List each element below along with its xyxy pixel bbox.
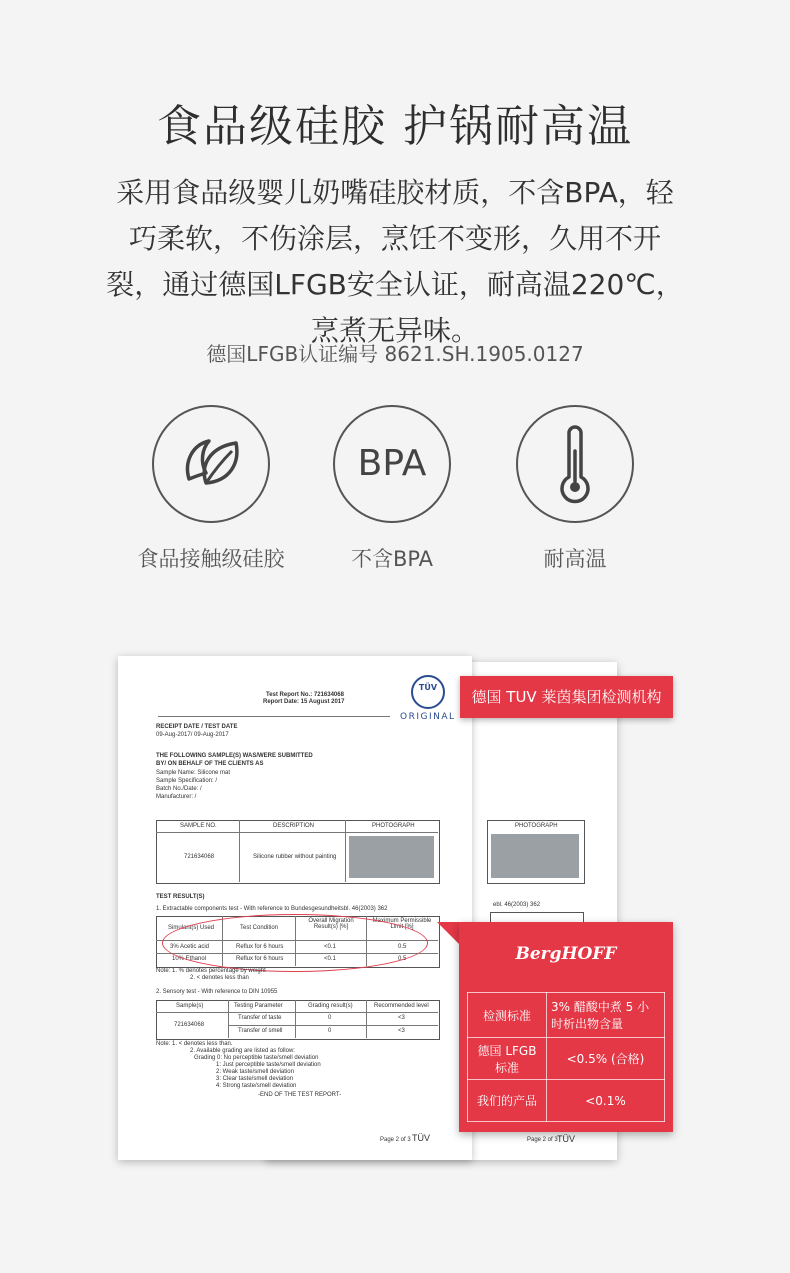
table-row — [468, 993, 665, 1038]
test-result-heading: TEST RESULT(S) — [156, 894, 205, 900]
note: 1: Just perceptible taste/smell deviation — [216, 1062, 321, 1068]
bpa-text: BPA — [357, 443, 427, 484]
description-value: Silicone rubber without painting — [253, 854, 337, 860]
t1-cell: 10% Ethanol — [172, 956, 207, 962]
panel-pointer — [437, 922, 459, 944]
table-rule — [345, 820, 346, 882]
t1-header: Maximum Permissible Limit [%] — [372, 918, 432, 930]
t2-cell: 0 — [328, 1015, 332, 1021]
t2-cell: Transfer of smell — [238, 1028, 283, 1034]
t2-header: Grading result(s) — [308, 1003, 353, 1009]
t2-header: Recommended level — [374, 1003, 429, 1009]
table-rule — [228, 1025, 438, 1026]
t2-cell: <3 — [398, 1028, 405, 1034]
desc-line: 裂，通过德国LFGB安全认证，耐高温220℃， — [106, 268, 684, 301]
divider — [158, 716, 390, 717]
batch: Batch No./Date: / — [156, 786, 202, 792]
t1-header: Test Condition — [240, 925, 279, 931]
page-number: Page 2 of 3 — [380, 1137, 411, 1143]
comparison-table — [467, 992, 665, 1122]
t2-cell: 721634068 — [174, 1022, 205, 1028]
sample-no-value: 721634068 — [184, 854, 215, 860]
table-rule — [295, 1000, 296, 1038]
receipt-label: RECEIPT DATE / TEST DATE — [156, 724, 238, 730]
note: 2. Available grading are listed as follow: — [190, 1048, 295, 1054]
original-stamp: ORIGINAL — [400, 712, 456, 722]
note: 2: Weak taste/smell deviation — [216, 1069, 294, 1075]
cert-number: 德国LFGB认证编号 8621.SH.1905.0127 — [206, 342, 584, 366]
t1-cell: 0.5 — [398, 956, 407, 962]
tuv-mark-back: TÜV — [557, 1134, 575, 1144]
t1-header: Overall Migration Result(s) [%] — [308, 918, 354, 930]
t2-cell: Transfer of taste — [238, 1015, 282, 1021]
end-of-report: -END OF THE TEST REPORT- — [258, 1092, 342, 1098]
note: Grading 0: No perceptible taste/smell deviation — [194, 1055, 319, 1061]
row-value: <0.5% (合格) — [547, 1038, 665, 1080]
table-rule — [228, 1000, 229, 1038]
report-date: Report Date: 15 August 2017 — [263, 699, 345, 705]
row-value: <0.1% — [547, 1080, 665, 1122]
t2-header: Sample(s) — [176, 1003, 204, 1009]
t1-cell: <0.1 — [324, 956, 336, 962]
feature-food-grade — [116, 405, 306, 573]
table-rule — [366, 1000, 367, 1038]
note: Note: 1. % denotes percentage by weight — [156, 968, 266, 974]
manufacturer: Manufacturer: / — [156, 794, 197, 800]
table-row — [468, 1080, 665, 1122]
feature-bpa-free — [297, 405, 487, 573]
product-photo — [349, 836, 434, 878]
test-ref-back: ebl. 46(2003) 362 — [493, 902, 541, 908]
note: 4: Strong taste/smell deviation — [216, 1083, 297, 1089]
receipt-value: 09-Aug-2017/ 09-Aug-2017 — [156, 732, 229, 738]
row-label: 检测标准 — [468, 993, 547, 1038]
t1-cell: 0.5 — [398, 944, 407, 950]
t1-header: Simulant(s) Used — [168, 925, 215, 931]
note: Note: 1. < denotes less than. — [156, 1041, 233, 1047]
tuv-mark: TÜV — [412, 1133, 430, 1143]
samples-heading: BY/ ON BEHALF OF THE CLIENTS AS — [156, 761, 264, 767]
note: 3: Clear taste/smell deviation — [216, 1076, 294, 1082]
report-page-front — [118, 656, 472, 1160]
t1-cell: <0.1 — [324, 944, 336, 950]
table-rule — [156, 1012, 438, 1013]
feature-label: 食品接触级硅胶 — [137, 547, 285, 571]
desc-line: 巧柔软，不伤涂层，烹饪不变形，久用不开 — [128, 222, 661, 255]
feature-heat-resistant — [480, 405, 670, 573]
tuv-logo-text: TÜV — [418, 683, 438, 692]
col-photo-back: PHOTOGRAPH — [515, 823, 558, 829]
test2-heading: 2. Sensory test - With reference to DIN 10955 — [156, 989, 278, 995]
feature-label: 耐高温 — [543, 547, 607, 571]
row-value: 3% 醋酸中煮 5 小时析出物含量 — [547, 993, 665, 1038]
col-photo: PHOTOGRAPH — [372, 823, 415, 829]
tuv-callout: 德国 TUV 莱茵集团检测机构 — [460, 676, 673, 718]
note: 2. < denotes less than — [190, 975, 249, 981]
t2-cell: <3 — [398, 1015, 405, 1021]
thermometer-icon — [516, 405, 634, 523]
desc-line: 烹煮无异味。 — [310, 314, 479, 347]
t1-cell: Reflux for 6 hours — [236, 944, 284, 950]
table-rule — [239, 820, 240, 882]
product-photo-back — [491, 834, 579, 878]
feature-icons — [0, 405, 790, 575]
sample-spec: Sample Specification: / — [156, 778, 218, 784]
col-description: DESCRIPTION — [273, 823, 315, 829]
t1-cell: Reflux for 6 hours — [236, 956, 284, 962]
t2-cell: 0 — [328, 1028, 332, 1034]
brand-logo: BergHOFF — [515, 944, 617, 964]
tuv-logo — [411, 675, 445, 709]
sample-name: Sample Name: Silicone mat — [156, 770, 231, 776]
bpa-icon — [333, 405, 451, 523]
highlight-oval — [162, 914, 428, 972]
t2-header: Testing Parameter — [234, 1003, 283, 1009]
samples-heading: THE FOLLOWING SAMPLE(S) WAS/WERE SUBMITTED — [156, 753, 313, 759]
page-title: 食品级硅胶 护锅耐高温 — [157, 101, 633, 152]
comparison-panel — [459, 922, 673, 1132]
page-number-back: Page 2 of 3 — [527, 1137, 558, 1143]
t1-cell: 3% Acetic acid — [170, 944, 210, 950]
col-sample-no: SAMPLE NO. — [180, 823, 217, 829]
test1-heading: 1. Extractable components test - With reference to Bundesgesundheitsbl. 46(2003) 362 — [156, 906, 388, 912]
table-rule — [156, 832, 438, 833]
row-label: 我们的产品 — [468, 1080, 547, 1122]
leaf-icon — [152, 405, 270, 523]
table-row — [468, 1038, 665, 1080]
report-no: Test Report No.: 721634068 — [266, 692, 344, 698]
product-description — [80, 170, 710, 354]
feature-label: 不含BPA — [350, 547, 434, 571]
desc-line: 采用食品级婴儿奶嘴硅胶材质，不含BPA，轻 — [116, 176, 674, 209]
row-label: 德国 LFGB 标准 — [468, 1038, 547, 1080]
